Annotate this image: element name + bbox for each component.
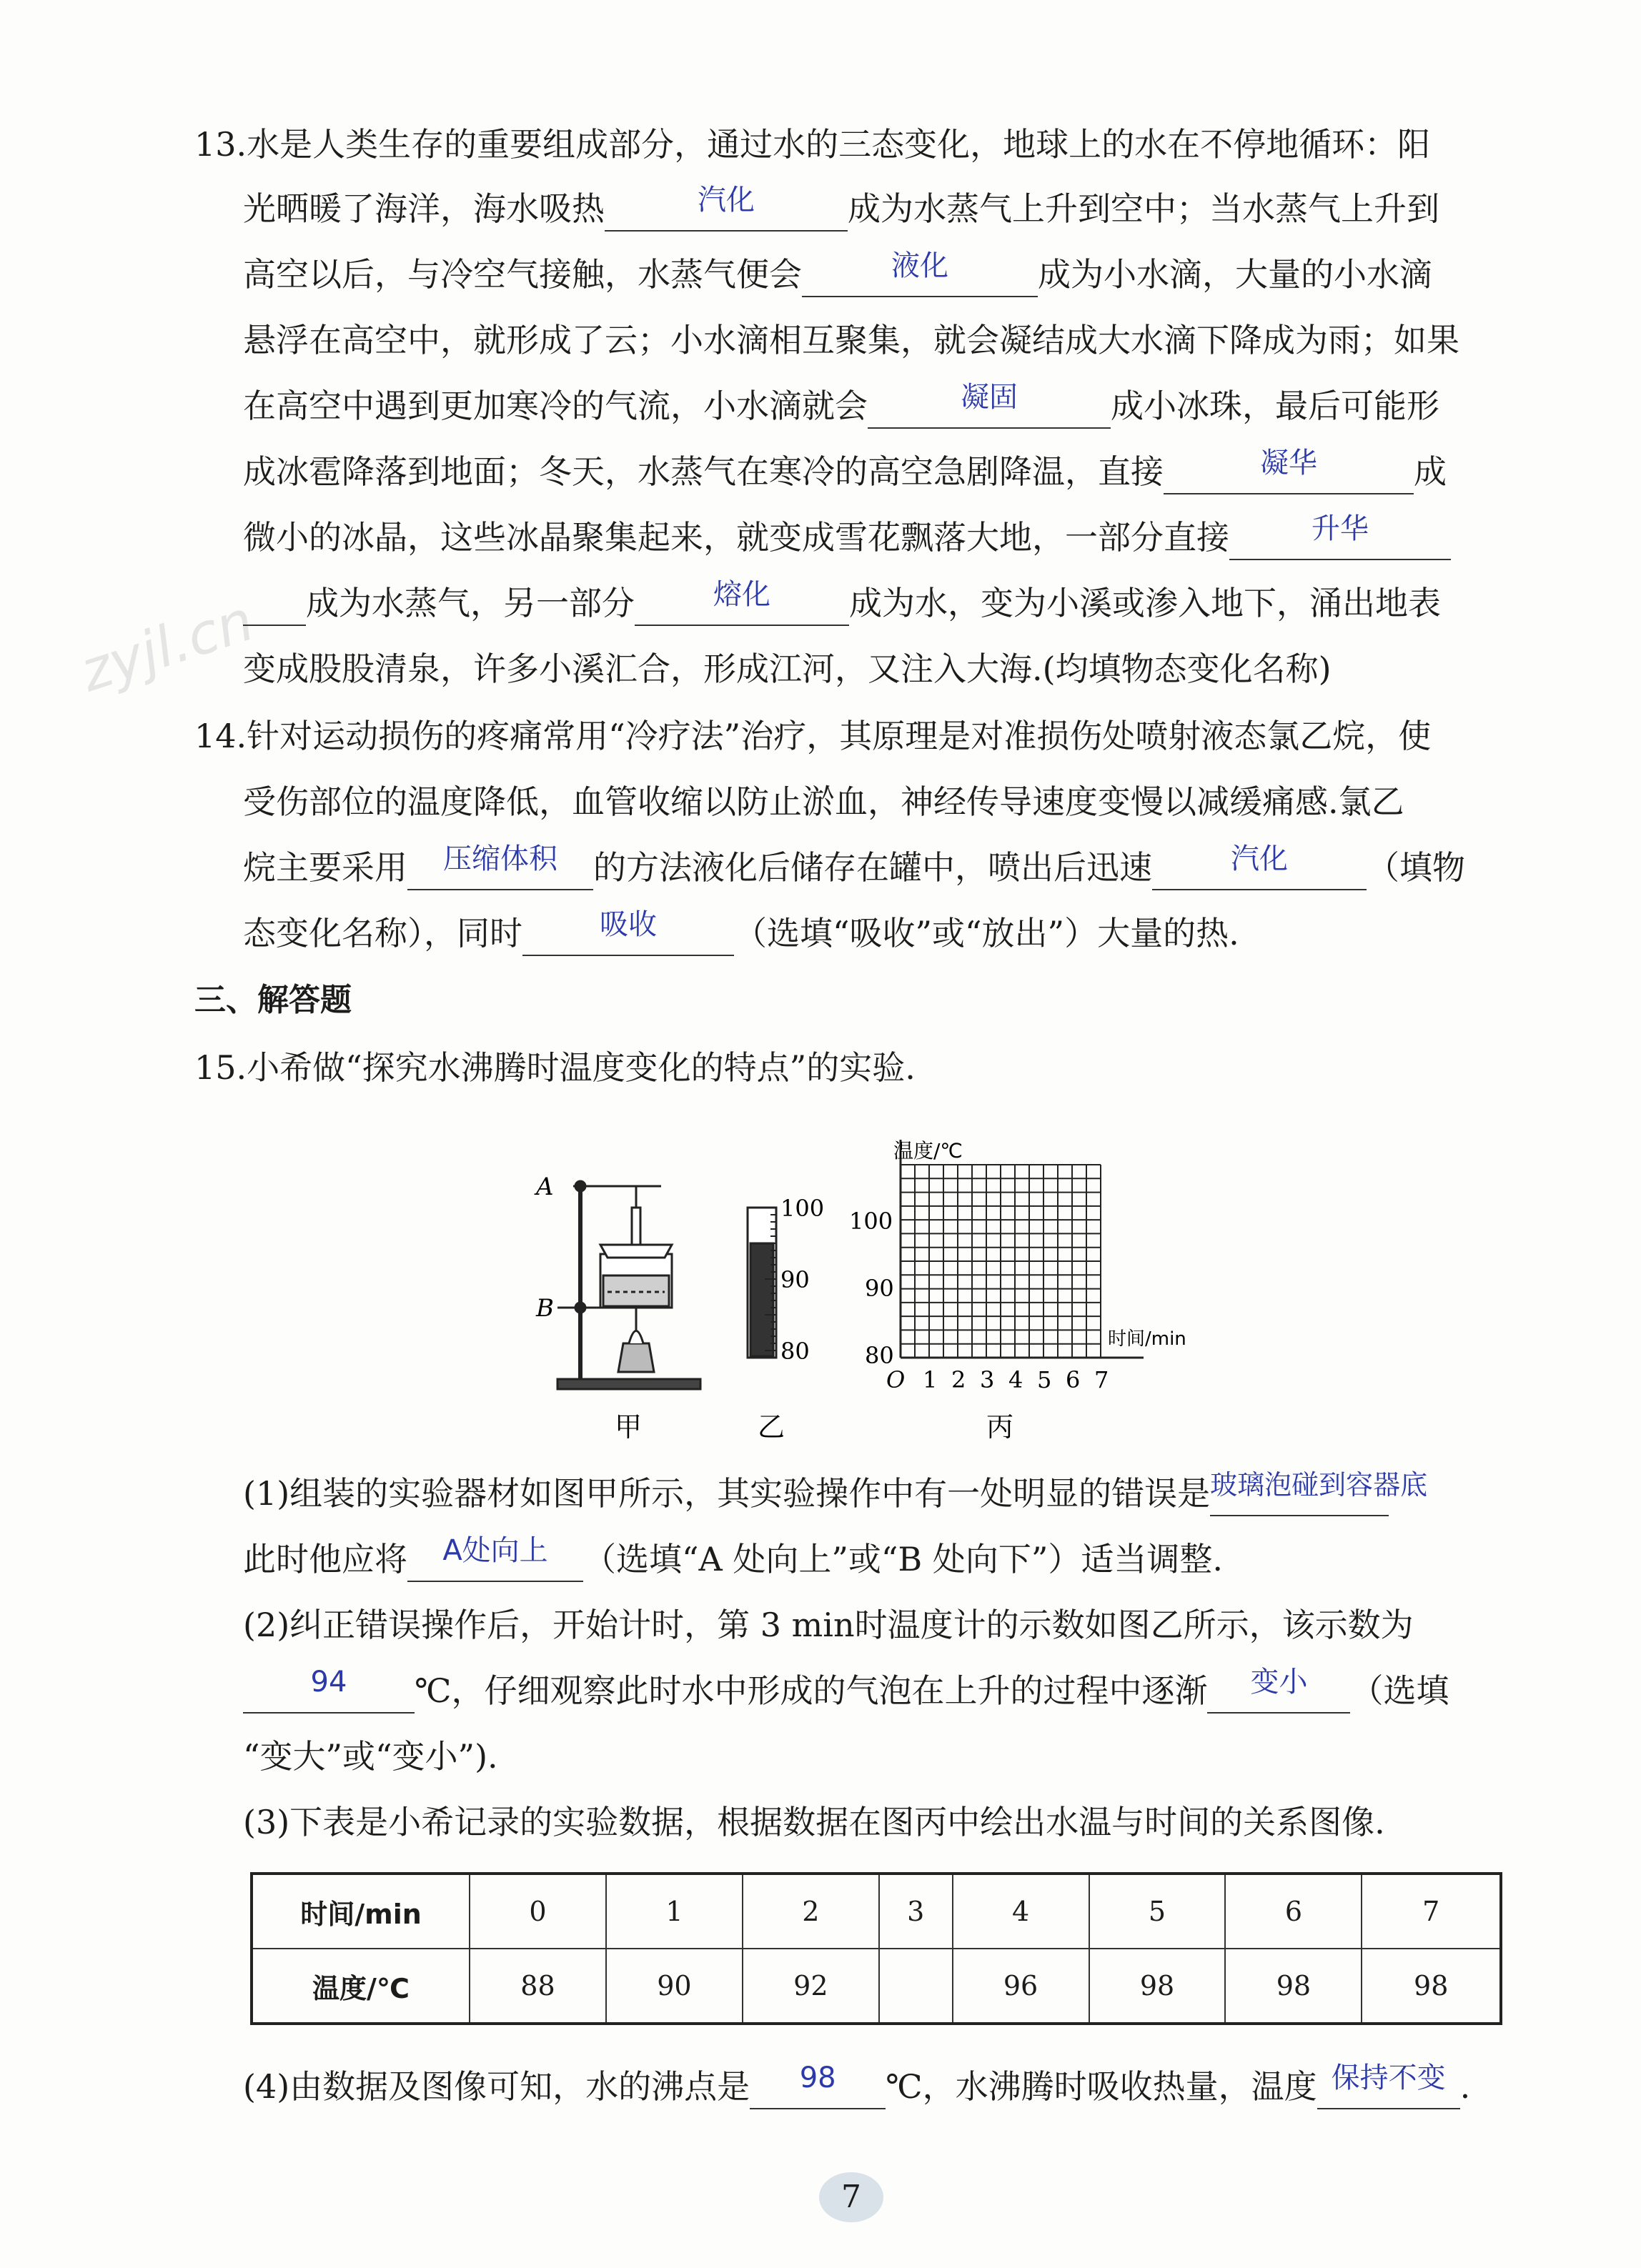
y-tick-100: 100 bbox=[849, 1208, 893, 1235]
answer: 升华 bbox=[1312, 512, 1369, 545]
q14-line2: 受伤部位的温度降低，血管收缩以防止淤血，神经传导速度变慢以减缓痛感.氯乙 bbox=[243, 782, 1404, 821]
answer: 98 bbox=[799, 2061, 836, 2094]
q15-part1-line1: (1)组装的实验器材如图甲所示，其实验操作中有一处明显的错误是 玻璃泡碰到容器底 bbox=[243, 1472, 1389, 1516]
caption-yi: 乙 bbox=[758, 1411, 785, 1443]
q14-line1: 14.针对运动损伤的疼痛常用“冷疗法”治疗，其原理是对准损伤处喷射液态氯乙烷，使 bbox=[194, 717, 1432, 755]
blank[interactable] bbox=[868, 381, 1111, 429]
blank[interactable] bbox=[522, 908, 734, 956]
table-cell: 98 bbox=[1362, 1949, 1501, 2024]
caption-bing: 丙 bbox=[986, 1411, 1014, 1443]
answer: 汽化 bbox=[1231, 842, 1288, 875]
answer: 保持不变 bbox=[1331, 2061, 1446, 2094]
experiment-figure bbox=[529, 1129, 1186, 1443]
answer: A处向上 bbox=[442, 1534, 548, 1567]
blank[interactable] bbox=[1207, 1666, 1350, 1714]
answer: 凝华 bbox=[1260, 447, 1317, 479]
answer: 凝固 bbox=[961, 381, 1018, 414]
x-tick: 7 bbox=[1094, 1366, 1109, 1393]
q13-line1: 13.水是人类生存的重要组成部分，通过水的三态变化，地球上的水在不停地循环：阳 bbox=[194, 125, 1431, 164]
answer: 94 bbox=[310, 1666, 347, 1698]
table-cell: 98 bbox=[1225, 1949, 1362, 2024]
thermo-tick-90: 90 bbox=[780, 1266, 810, 1293]
table-cell: 4 bbox=[953, 1874, 1089, 1949]
temperature-grid bbox=[901, 1140, 1144, 1358]
q15-title: 15.小希做“探究水沸腾时温度变化的特点”的实验. bbox=[194, 1048, 916, 1087]
section-heading: 三、解答题 bbox=[194, 982, 352, 1018]
answer: 汽化 bbox=[698, 184, 755, 217]
q15-part2-line1: (2)纠正错误操作后，开始计时，第 3 min时温度计的示数如图乙所示，该示数为 bbox=[243, 1606, 1414, 1644]
q13-line6: 成冰雹降落到地面；冬天，水蒸气在寒冷的高空急剧降温，直接 凝华 成 bbox=[243, 450, 1447, 494]
table-cell: 98 bbox=[1089, 1949, 1226, 2024]
answer: 变小 bbox=[1250, 1666, 1308, 1698]
table-cell: 90 bbox=[606, 1949, 743, 2024]
q13-line3: 高空以后，与冷空气接触，水蒸气便会 液化 成为小水滴，大量的小水滴 bbox=[243, 253, 1432, 297]
blank[interactable] bbox=[407, 842, 593, 890]
label-a: A bbox=[536, 1173, 554, 1201]
y-axis-title: 温度/℃ bbox=[893, 1139, 963, 1163]
x-tick: 2 bbox=[951, 1366, 966, 1393]
x-tick: 6 bbox=[1066, 1366, 1081, 1393]
table-cell: 0 bbox=[470, 1874, 606, 1949]
blank[interactable] bbox=[1164, 447, 1414, 494]
blank[interactable] bbox=[1152, 842, 1367, 890]
x-axis-title: 时间/min bbox=[1108, 1328, 1186, 1350]
answer: 吸收 bbox=[600, 908, 657, 941]
x-tick: O bbox=[886, 1366, 906, 1393]
answer: 熔化 bbox=[713, 578, 770, 611]
blank[interactable] bbox=[1317, 2061, 1460, 2109]
q13-line2: 光晒暖了海洋，海水吸热 汽化 成为水蒸气上升到空中；当水蒸气上升到 bbox=[243, 187, 1439, 232]
data-table bbox=[250, 1872, 1502, 2025]
table-cell: 1 bbox=[606, 1874, 743, 1949]
blank[interactable] bbox=[750, 2061, 886, 2109]
q13-line7: 微小的冰晶，这些冰晶聚集起来，就变成雪花飘落大地，一部分直接 升华 bbox=[243, 516, 1451, 560]
x-tick: 5 bbox=[1037, 1366, 1052, 1393]
table-cell: 92 bbox=[743, 1949, 879, 2024]
table-header: 时间/min bbox=[252, 1874, 470, 1949]
q15-part4: (4)由数据及图像可知，水的沸点是 98 ℃，水沸腾时吸收热量，温度 保持不变 . bbox=[243, 2065, 1470, 2109]
q15-part3: (3)下表是小希记录的实验数据，根据数据在图丙中绘出水温与时间的关系图像. bbox=[243, 1803, 1385, 1841]
q13-line5: 在高空中遇到更加寒冷的气流，小水滴就会 凝固 成小冰珠，最后可能形 bbox=[243, 384, 1439, 429]
table-header: 温度/℃ bbox=[252, 1949, 470, 2024]
table-cell: 88 bbox=[470, 1949, 606, 2024]
watermark: zyjl.cn bbox=[73, 588, 262, 705]
apparatus-diagram bbox=[557, 1181, 700, 1389]
answer: 玻璃泡碰到容器底 bbox=[1210, 1469, 1428, 1501]
blank[interactable] bbox=[605, 184, 848, 232]
label-b: B bbox=[536, 1294, 554, 1323]
blank[interactable] bbox=[407, 1534, 583, 1582]
q14-line3: 烷主要采用 压缩体积 的方法液化后储存在罐中，喷出后迅速 汽化 （填物 bbox=[243, 846, 1465, 890]
blank[interactable] bbox=[1210, 1469, 1428, 1516]
table-row bbox=[252, 1949, 1501, 2024]
y-tick-80: 80 bbox=[865, 1342, 894, 1369]
y-tick-90: 90 bbox=[865, 1275, 894, 1302]
q15-part2-line2: 94 ℃，仔细观察此时水中形成的气泡在上升的过程中逐渐 变小 （选填 bbox=[243, 1669, 1449, 1714]
table-cell: 3 bbox=[879, 1874, 953, 1949]
q15-part2-line3: “变大”或“变小”). bbox=[243, 1737, 498, 1776]
table-cell[interactable] bbox=[879, 1949, 953, 2024]
thermo-tick-80: 80 bbox=[780, 1338, 810, 1365]
blank[interactable] bbox=[635, 578, 849, 626]
answer: 压缩体积 bbox=[443, 842, 557, 875]
blank[interactable] bbox=[243, 1666, 415, 1714]
q13-line4: 悬浮在高空中，就形成了云；小水滴相互聚集，就会凝结成大水滴下降成为雨；如果 bbox=[243, 321, 1459, 359]
table-row bbox=[252, 1874, 1501, 1949]
q13-line9: 变成股股清泉，许多小溪汇合，形成江河，又注入大海.(均填物态变化名称) bbox=[243, 650, 1332, 688]
table-cell: 2 bbox=[743, 1874, 879, 1949]
thermo-tick-100: 100 bbox=[780, 1195, 825, 1222]
x-tick: 3 bbox=[980, 1366, 995, 1393]
blank-cont bbox=[243, 582, 306, 626]
table-cell: 6 bbox=[1225, 1874, 1362, 1949]
answer: 液化 bbox=[891, 249, 948, 282]
x-tick: 4 bbox=[1008, 1366, 1023, 1393]
table-cell: 5 bbox=[1089, 1874, 1226, 1949]
thermometer-diagram bbox=[748, 1208, 776, 1358]
q14-line4: 态变化名称），同时 吸收 （选填“吸收”或“放出”）大量的热. bbox=[243, 912, 1239, 956]
page-number: 7 bbox=[819, 2172, 883, 2222]
x-tick: 1 bbox=[923, 1366, 938, 1393]
caption-jia: 甲 bbox=[615, 1411, 643, 1443]
blank[interactable] bbox=[1229, 512, 1451, 560]
blank[interactable] bbox=[802, 249, 1038, 297]
table-cell: 96 bbox=[953, 1949, 1089, 2024]
q15-part1-line2: 此时他应将 A处向上 （选填“A 处向上”或“B 处向下”）适当调整. bbox=[243, 1538, 1223, 1582]
q13-line8: 成为水蒸气，另一部分 熔化 成为水，变为小溪或渗入地下，涌出地表 bbox=[243, 582, 1441, 626]
table-cell: 7 bbox=[1362, 1874, 1501, 1949]
